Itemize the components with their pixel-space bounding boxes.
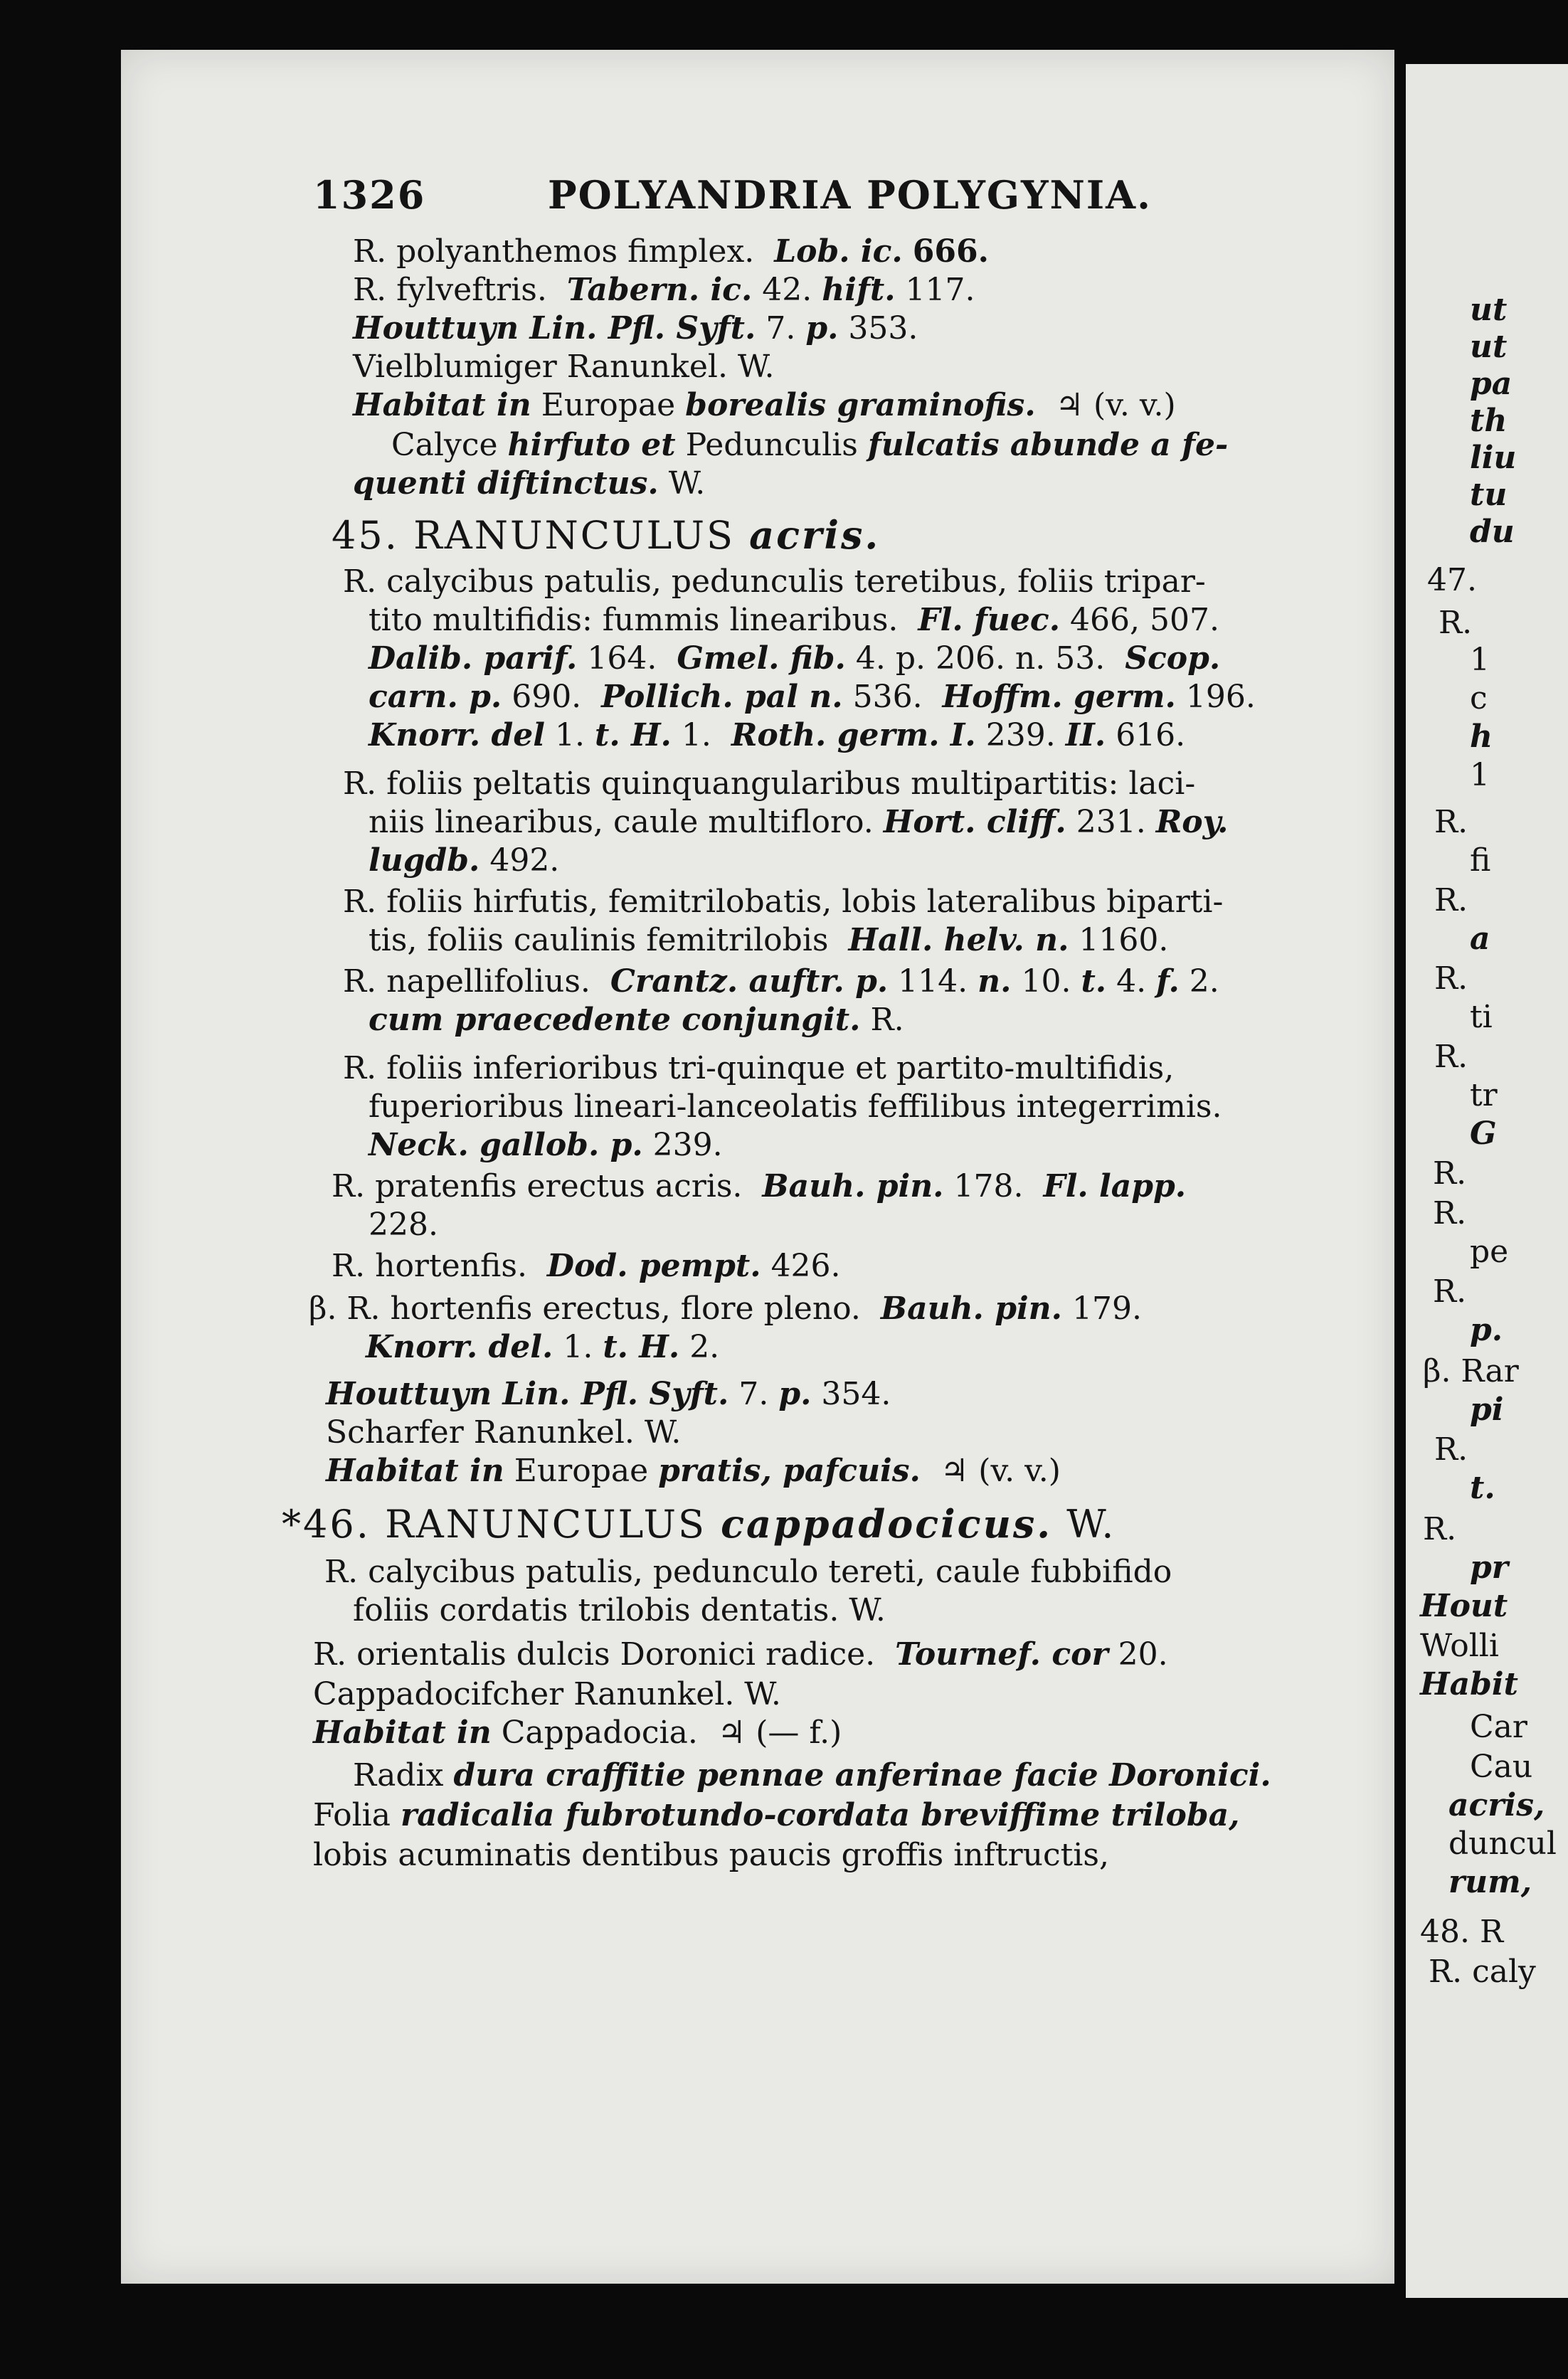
right-page-text-fragment: Habit bbox=[1420, 1666, 1518, 1702]
entry-line: tis, foliis caulinis femitrilobis Hall. helv. n. 1160. bbox=[369, 922, 1169, 958]
entry-line: carn. p. 690. Pollich. pal n. 536. Hoffm. germ. 196. bbox=[369, 679, 1256, 715]
entry-line: cum praecedente conjungit. R. bbox=[369, 1002, 904, 1038]
entry-line: Cappadocifcher Ranunkel. W. bbox=[313, 1676, 781, 1712]
page-number: 1326 bbox=[313, 172, 426, 218]
right-page-text-fragment: th bbox=[1470, 403, 1508, 439]
section-heading-46: *46. RANUNCULUS cappadocicus. W. bbox=[282, 1501, 1116, 1547]
note-line: Radix dura craffitie pennae anferinae facie Doronici. bbox=[353, 1757, 1271, 1793]
right-page-text-fragment: G bbox=[1470, 1116, 1497, 1152]
right-page-text-fragment: ut bbox=[1470, 329, 1508, 365]
entry-line: R. napellifolius. Crantz. auftr. p. 114. n. 10. t. 4. f. 2. bbox=[343, 963, 1219, 1000]
entry-line: R. fylveftris. Tabern. ic. 42. hift. 117. bbox=[353, 272, 975, 308]
right-page-text-fragment: R. bbox=[1434, 960, 1468, 997]
right-page-text-fragment: duncul bbox=[1448, 1826, 1557, 1862]
entry-line: β. R. hortenfis erectus, flore pleno. Bauh. pin. 179. bbox=[309, 1291, 1142, 1327]
entry-line: Scharfer Ranunkel. W. bbox=[326, 1414, 682, 1451]
right-page-text-fragment: acris, bbox=[1448, 1787, 1545, 1823]
left-page bbox=[121, 50, 1394, 2284]
right-page-text-fragment: Cau bbox=[1470, 1749, 1533, 1785]
entry-line: R. orientalis dulcis Doronici radice. Tournef. cor 20. bbox=[313, 1636, 1168, 1673]
entry-line: lugdb. 492. bbox=[369, 842, 560, 879]
entry-line: Vielblumiger Ranunkel. W. bbox=[353, 349, 775, 385]
right-page-text-fragment: R. bbox=[1434, 1431, 1468, 1468]
right-page-text-fragment: pe bbox=[1470, 1234, 1509, 1270]
right-page-text-fragment: du bbox=[1470, 514, 1515, 550]
entry-line: fuperioribus lineari-lanceolatis feffilibus integerrimis. bbox=[369, 1088, 1222, 1125]
entry-line: foliis cordatis trilobis dentatis. W. bbox=[353, 1592, 886, 1628]
entry-line: R. calycibus patulis, pedunculo tereti, caule fubbifido bbox=[324, 1554, 1172, 1590]
right-page-text-fragment: R. bbox=[1434, 882, 1468, 918]
entry-line: R. hortenfis. Dod. pempt. 426. bbox=[332, 1248, 841, 1284]
entry-line: R. calycibus patulis, pedunculis teretibus, foliis tripar- bbox=[343, 563, 1206, 600]
entry-line: 228. bbox=[369, 1207, 438, 1243]
entry-line: Houttuyn Lin. Pfl. Syft. 7. p. 353. bbox=[353, 310, 918, 346]
right-page-text-fragment: pa bbox=[1470, 366, 1513, 402]
habitat-line: Habitat in Cappadocia. ♃ (— f.) bbox=[313, 1715, 842, 1751]
note-line: quenti diftinctus. W. bbox=[353, 465, 706, 502]
entry-line: R. foliis hirfutis, femitrilobatis, lobis lateralibus biparti- bbox=[343, 884, 1224, 920]
entry-line: R. foliis inferioribus tri-quinque et partito-multifidis, bbox=[343, 1050, 1175, 1086]
right-page-text-fragment: R. bbox=[1434, 804, 1468, 840]
right-page-text-fragment: c bbox=[1470, 680, 1488, 716]
entry-line: Knorr. del. 1. t. H. 2. bbox=[366, 1329, 720, 1365]
right-page-text-fragment: p. bbox=[1470, 1312, 1503, 1348]
right-page-text-fragment: Wolli bbox=[1420, 1628, 1499, 1664]
right-page-text-fragment: R. bbox=[1434, 1039, 1468, 1075]
running-title: POLYANDRIA POLYGYNIA. bbox=[548, 172, 1152, 218]
right-page-text-fragment: Car bbox=[1470, 1709, 1527, 1745]
right-page-text-fragment: R. bbox=[1439, 605, 1473, 641]
habitat-line: Habitat in Europae pratis, pafcuis. ♃ (v. v.) bbox=[326, 1453, 1061, 1489]
right-page-text-fragment: a bbox=[1470, 921, 1490, 957]
entry-line: R. foliis peltatis quinquangularibus multipartitis: laci- bbox=[343, 765, 1196, 802]
right-page-fragment bbox=[1406, 64, 1568, 2298]
right-page-text-fragment: R. bbox=[1433, 1273, 1467, 1310]
entry-line: R. polyanthemos fimplex. Lob. ic. 666. bbox=[353, 233, 989, 270]
note-line: Calyce hirfuto et Pedunculis fulcatis abunde a fe- bbox=[391, 427, 1229, 463]
entry-line: niis linearibus, caule multifloro. Hort. cliff. 231. Roy. bbox=[369, 804, 1229, 840]
entry-line: R. pratenfis erectus acris. Bauh. pin. 178. Fl. lapp. bbox=[332, 1168, 1187, 1204]
note-line: Folia radicalia fubrotundo-cordata breviffime triloba, bbox=[313, 1797, 1240, 1833]
right-page-text-fragment: Hout bbox=[1420, 1588, 1508, 1624]
right-page-text-fragment: ti bbox=[1470, 999, 1493, 1035]
right-page-text-fragment: tr bbox=[1470, 1077, 1498, 1113]
right-page-text-fragment: R. caly bbox=[1429, 1954, 1536, 1990]
right-page-text-fragment: 47. bbox=[1427, 562, 1477, 598]
entry-line: Houttuyn Lin. Pfl. Syft. 7. p. 354. bbox=[326, 1376, 891, 1412]
entry-line: Neck. gallob. p. 239. bbox=[369, 1127, 723, 1163]
right-page-text-fragment: tu bbox=[1470, 477, 1508, 513]
right-page-text-fragment: liu bbox=[1470, 440, 1517, 476]
entry-line: Dalib. parif. 164. Gmel. fib. 4. p. 206. n. 53. Scop. bbox=[369, 640, 1221, 677]
right-page-text-fragment: h bbox=[1470, 719, 1493, 755]
right-page-text-fragment: pr bbox=[1470, 1549, 1508, 1586]
right-page-text-fragment: 48. R bbox=[1420, 1914, 1504, 1950]
right-page-text-fragment: R. bbox=[1433, 1195, 1467, 1231]
right-page-text-fragment: t. bbox=[1470, 1470, 1495, 1506]
right-page-text-fragment: 1 bbox=[1470, 757, 1490, 793]
right-page-text-fragment: ut bbox=[1470, 292, 1508, 328]
right-page-text-fragment: pi bbox=[1470, 1392, 1504, 1428]
right-page-text-fragment: R. bbox=[1433, 1155, 1467, 1192]
right-page-text-fragment: 1 bbox=[1470, 642, 1490, 678]
right-page-text-fragment: β. Rar bbox=[1423, 1353, 1519, 1389]
right-page-text-fragment: rum, bbox=[1448, 1864, 1532, 1900]
entry-line: Knorr. del 1. t. H. 1. Roth. germ. I. 239. II. 616. bbox=[369, 717, 1186, 753]
section-heading-45: 45. RANUNCULUS acris. bbox=[332, 512, 881, 558]
habitat-line: Habitat in Europae borealis graminofis. ♃ (v. v.) bbox=[353, 387, 1176, 423]
note-line: lobis acuminatis dentibus paucis groffis inftructis, bbox=[313, 1837, 1109, 1873]
entry-line: tito multifidis: fummis linearibus. Fl. fuec. 466, 507. bbox=[369, 602, 1219, 638]
right-page-text-fragment: fi bbox=[1470, 842, 1491, 879]
right-page-text-fragment: R. bbox=[1423, 1511, 1457, 1547]
